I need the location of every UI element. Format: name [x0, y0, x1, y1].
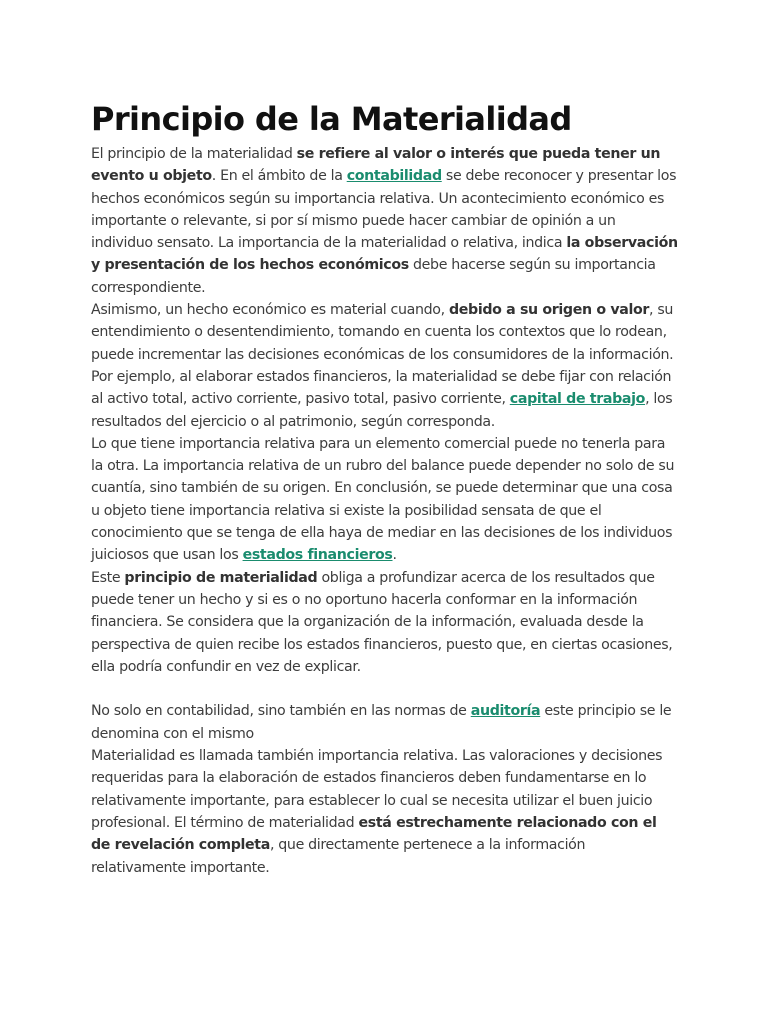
text: El principio de la materialidad [91, 146, 297, 162]
text: Asimismo, un hecho económico es material cuando, [91, 302, 449, 319]
link-capital-de-trabajo[interactable]: capital de trabajo [509, 391, 646, 408]
text: , que directamente pertenece a la información relativamente importante. [91, 837, 586, 876]
text: Lo que tiene importancia relativa para un elemento comercial puede no tenerla para la otra. La importancia relativa de un rubro del balance puede depender no solo de su cuantía, sino también de su origen. En conclusión, se puede determinar que una cosa u objeto tiene importancia relativa si existe la posibilidad sensata de que el conocimiento que se tenga de ella haya de mediar en las decisiones de los individuos juiciosos que usan los [91, 435, 675, 564]
text: Este [91, 569, 125, 586]
text: se debe reconocer y presentar los hechos económicos según su importancia relativa. Un acontecimiento económico es importante o relevante, si por sí mismo puede hacer cambiar de opinión a un individuo sensato. La importancia de la materialidad o relativa, indica [91, 168, 677, 252]
paragraph-1 [91, 143, 679, 299]
text: este principio se le denomina con el mismo [91, 703, 672, 742]
text: Materialidad es llamada también importancia relativa. Las valoraciones y decisiones requeridas para la elaboración de estados financieros deben fundamentarse en lo relativamente importante, para establecer lo cual se necesita utilizar el buen juicio profesional. El término de materialidad [91, 748, 663, 831]
text: debe hacerse según su importancia correspondiente. [91, 257, 656, 296]
text: , su entendimiento o desentendimiento, tomando en cuenta los contextos que lo rodean, puede incrementar las decisiones económicas de los consumidores de la información. Por ejemplo, al elaborar estados financieros, la materialidad se debe fijar con relación al activo total, activo corriente, pasivo total, pasivo corriente, [91, 302, 674, 408]
paragraph-4 [91, 567, 679, 678]
paragraph-6 [91, 745, 679, 879]
article [91, 95, 679, 879]
bold-text: principio de materialidad [124, 569, 318, 586]
text: . En el ámbito de la [211, 168, 347, 185]
link-auditoria[interactable]: auditoría [470, 703, 541, 720]
bold-text: se refiere al valor o interés que pueda tener un evento u objeto [91, 146, 661, 185]
bold-text: la observación y presentación de los hechos económicos [91, 235, 678, 274]
page-title: Principio de la Materialidad [91, 100, 572, 138]
paragraph-5 [91, 700, 679, 745]
text: obliga a profundizar acerca de los resultados que puede tener un hecho y si es o no oportuno hacerla conformar en la información financiera. Se considera que la organización de la información, evaluada desde la perspectiva de quien recibe los estados financieros, puesto que, en ciertas ocasiones, ella podría confundir en vez de explicar. [91, 569, 673, 675]
link-contabilidad[interactable]: contabilidad [346, 168, 442, 185]
text: , los resultados del ejercicio o al patrimonio, según corresponda. [91, 391, 673, 430]
bold-text: está estrechamente relacionado con el de revelación completa [91, 814, 657, 854]
text: No solo en contabilidad, sino también en las normas de [91, 703, 471, 720]
paragraph-2 [91, 299, 679, 433]
paragraph-3 [91, 433, 679, 567]
bold-text: debido a su origen o valor [448, 302, 650, 319]
link-estados-financieros[interactable]: estados financieros [242, 547, 393, 564]
text: . [392, 547, 397, 564]
